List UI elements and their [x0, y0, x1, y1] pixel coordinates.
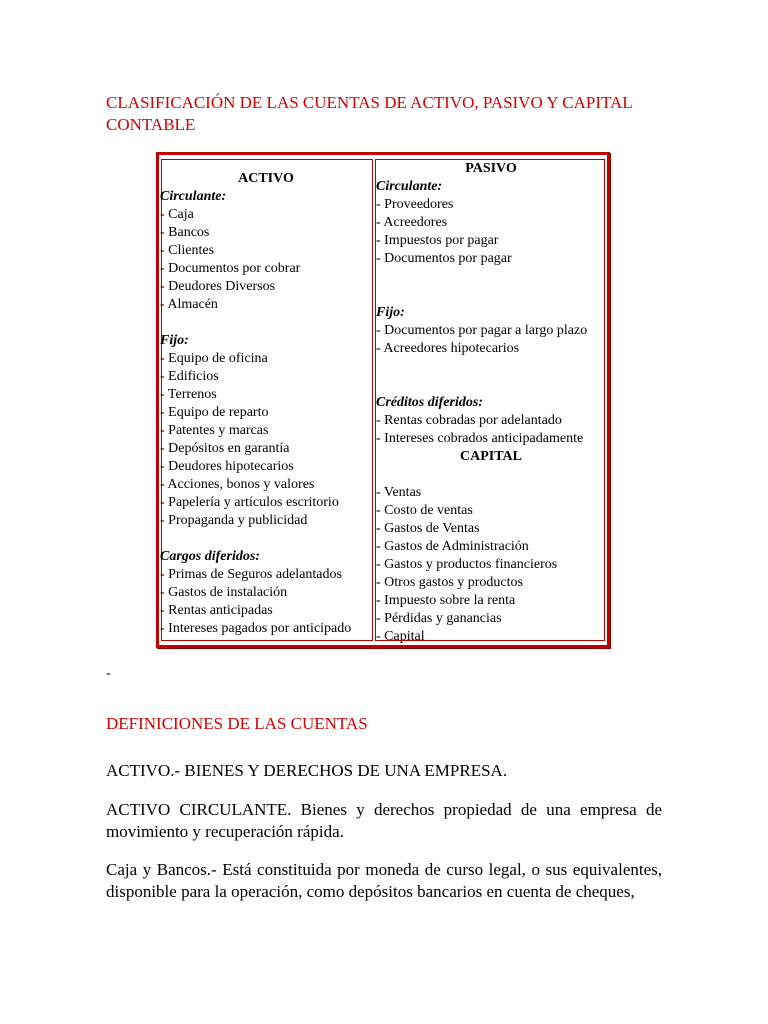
activo-fijo-list: [160, 350, 372, 530]
pasivo-diferidos-label: Créditos diferidos:: [376, 395, 483, 410]
list-item: - Impuestos por pagar: [376, 233, 499, 248]
list-item: - Impuesto sobre la renta: [376, 593, 516, 608]
list-item: - Equipo de reparto: [160, 405, 269, 420]
list-item: - Acciones, bonos y valores: [160, 477, 315, 492]
list-item: - Rentas cobradas por adelantado: [376, 413, 562, 428]
activo-circulante-definition: ACTIVO CIRCULANTE. Bienes y derechos propiedad de una empresa de movimiento y recuperación rápida.: [106, 800, 662, 841]
list-item: - Acreedores: [376, 215, 448, 230]
list-item: - Edificios: [160, 369, 219, 384]
list-item: - Terrenos: [160, 387, 217, 402]
pasivo-header: PASIVO: [465, 161, 517, 176]
pasivo-circulante-label: Circulante:: [376, 179, 443, 194]
activo-diferidos-list: [160, 566, 372, 638]
list-item: - Documentos por pagar: [376, 251, 512, 266]
list-item: - Capital: [376, 629, 425, 644]
activo-column: [160, 170, 372, 638]
activo-circulante-list: [160, 206, 372, 314]
list-item: - Deudores hipotecarios: [160, 459, 294, 474]
pasivo-fijo-list: [376, 322, 606, 358]
separator-dash: -: [106, 666, 111, 681]
list-item: - Bancos: [160, 225, 210, 240]
list-item: - Papelería y artículos escritorio: [160, 495, 339, 510]
list-item: - Depósitos en garantía: [160, 441, 290, 456]
list-item: - Gastos y productos financieros: [376, 557, 558, 572]
list-item: - Primas de Seguros adelantados: [160, 567, 342, 582]
list-item: - Patentes y marcas: [160, 423, 269, 438]
activo-diferidos-label: Cargos diferidos:: [160, 549, 260, 564]
capital-list: [376, 484, 606, 646]
list-item: - Gastos de Ventas: [376, 521, 480, 536]
list-item: - Acreedores hipotecarios: [376, 341, 520, 356]
list-item: - Rentas anticipadas: [160, 603, 273, 618]
list-item: - Pérdidas y ganancias: [376, 611, 502, 626]
list-item: - Otros gastos y productos: [376, 575, 523, 590]
capital-header: CAPITAL: [460, 449, 522, 464]
list-item: - Caja: [160, 207, 194, 222]
pasivo-fijo-label: Fijo:: [376, 305, 405, 320]
definitions-title: DEFINICIONES DE LAS CUENTAS: [106, 714, 368, 733]
list-item: - Almacén: [160, 297, 218, 312]
list-item: - Gastos de Administración: [376, 539, 529, 554]
list-item: - Documentos por pagar a largo plazo: [376, 323, 588, 338]
pasivo-circulante-list: [376, 196, 606, 268]
list-item: - Costo de ventas: [376, 503, 473, 518]
list-item: - Documentos por cobrar: [160, 261, 301, 276]
list-item: - Gastos de instalación: [160, 585, 288, 600]
list-item: - Intereses pagados por anticipado: [160, 621, 352, 636]
activo-definition: ACTIVO.- BIENES Y DERECHOS DE UNA EMPRESA.: [106, 761, 508, 780]
list-item: - Equipo de oficina: [160, 351, 268, 366]
list-item: - Intereses cobrados anticipadamente: [376, 431, 584, 446]
list-item: - Clientes: [160, 243, 215, 258]
list-item: - Deudores Diversos: [160, 279, 276, 294]
page-title: CLASIFICACIÓN DE LAS CUENTAS DE ACTIVO, PASIVO Y CAPITAL CONTABLE: [106, 93, 633, 134]
activo-fijo-label: Fijo:: [160, 333, 189, 348]
activo-header: ACTIVO: [238, 171, 294, 186]
list-item: - Proveedores: [376, 197, 454, 212]
activo-circulante-label: Circulante:: [160, 189, 227, 204]
pasivo-column: [376, 160, 606, 646]
caja-bancos-definition: Caja y Bancos.- Está constituida por moneda de curso legal, o sus equivalentes, disponible para la operación, como depósitos bancarios en cuenta de cheques,: [106, 860, 662, 901]
list-item: - Ventas: [376, 485, 422, 500]
pasivo-diferidos-list: [376, 412, 606, 448]
list-item: - Propaganda y publicidad: [160, 513, 308, 528]
